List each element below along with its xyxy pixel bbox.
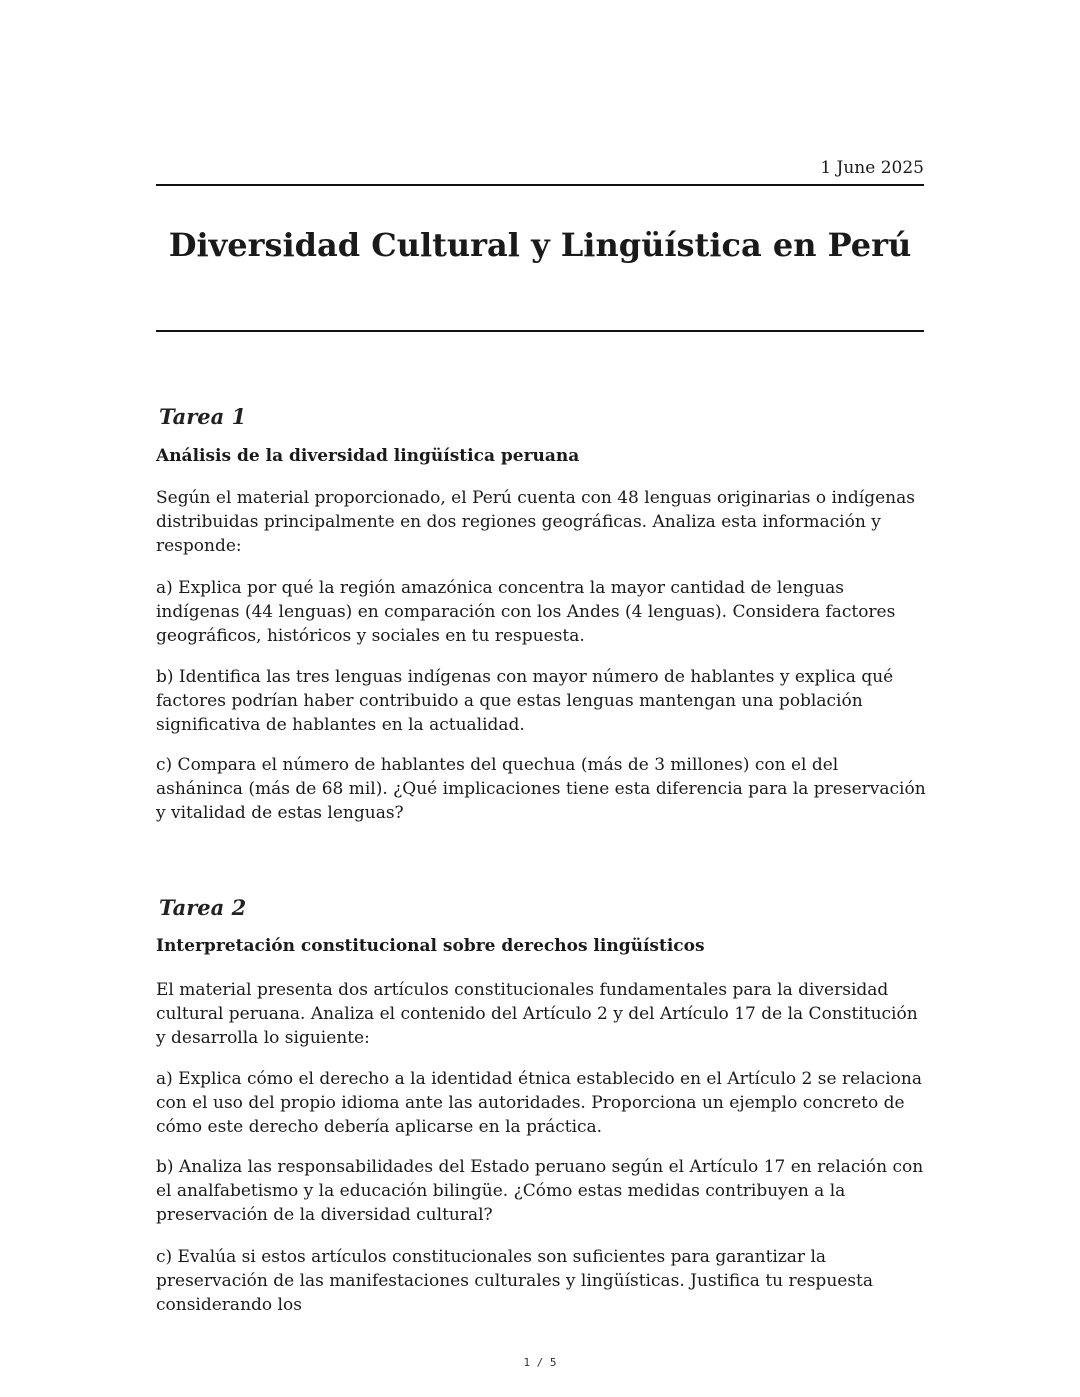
task-1-subheading: Análisis de la diversidad lingüística peruana — [156, 446, 580, 466]
task-1-heading: Tarea 1 — [159, 404, 247, 429]
page-title: Diversidad Cultural y Lingüística en Perú — [168, 226, 912, 264]
task-2-heading: Tarea 2 — [159, 895, 247, 920]
task-2-item-c: c) Evalúa si estos artículos constitucionales son suficientes para garantizar la preservación de las manifestaciones culturales y lingüísticas. Justifica tu respuesta considerando los — [156, 1247, 874, 1315]
title-divider — [156, 330, 924, 332]
page-number: 1 / 5 — [523, 1356, 557, 1369]
task-1-item-b: b) Identifica las tres lenguas indígenas con mayor número de hablantes y explica qué factores podrían haber contribuido a que estas lenguas mantengan una población significativa de hablantes en la actualidad. — [156, 667, 894, 735]
task-1-item-c: c) Compara el número de hablantes del quechua (más de 3 millones) con el del asháninca (más de 68 mil). ¿Qué implicaciones tiene esta diferencia para la preservación y vitalidad de estas lenguas? — [156, 755, 926, 823]
header-divider — [156, 184, 924, 186]
task-2-subheading: Interpretación constitucional sobre derechos lingüísticos — [156, 936, 705, 956]
task-2-intro: El material presenta dos artículos constitucionales fundamentales para la diversidad cultural peruana. Analiza el contenido del Artículo 2 y del Artículo 17 de la Constitución y desarrolla lo siguiente: — [156, 980, 918, 1048]
task-2-item-a: a) Explica cómo el derecho a la identidad étnica establecido en el Artículo 2 se relaciona con el uso del propio idioma ante las autoridades. Proporciona un ejemplo concreto de cómo este derecho debería aplicarse en la práctica. — [156, 1069, 922, 1137]
task-2-item-b: b) Analiza las responsabilidades del Estado peruano según el Artículo 17 en relación con el analfabetismo y la educación bilingüe. ¿Cómo estas medidas contribuyen a la preservación de la diversidad cultural? — [156, 1157, 924, 1225]
task-1-intro: Según el material proporcionado, el Perú cuenta con 48 lenguas originarias o indígenas distribuidas principalmente en dos regiones geográficas. Analiza esta información y responde: — [156, 488, 915, 556]
document-date: 1 June 2025 — [820, 158, 924, 178]
task-1-item-a: a) Explica por qué la región amazónica concentra la mayor cantidad de lenguas indígenas (44 lenguas) en comparación con los Andes (4 lenguas). Considera factores geográficos, históricos y sociales en tu respuesta. — [156, 578, 896, 646]
